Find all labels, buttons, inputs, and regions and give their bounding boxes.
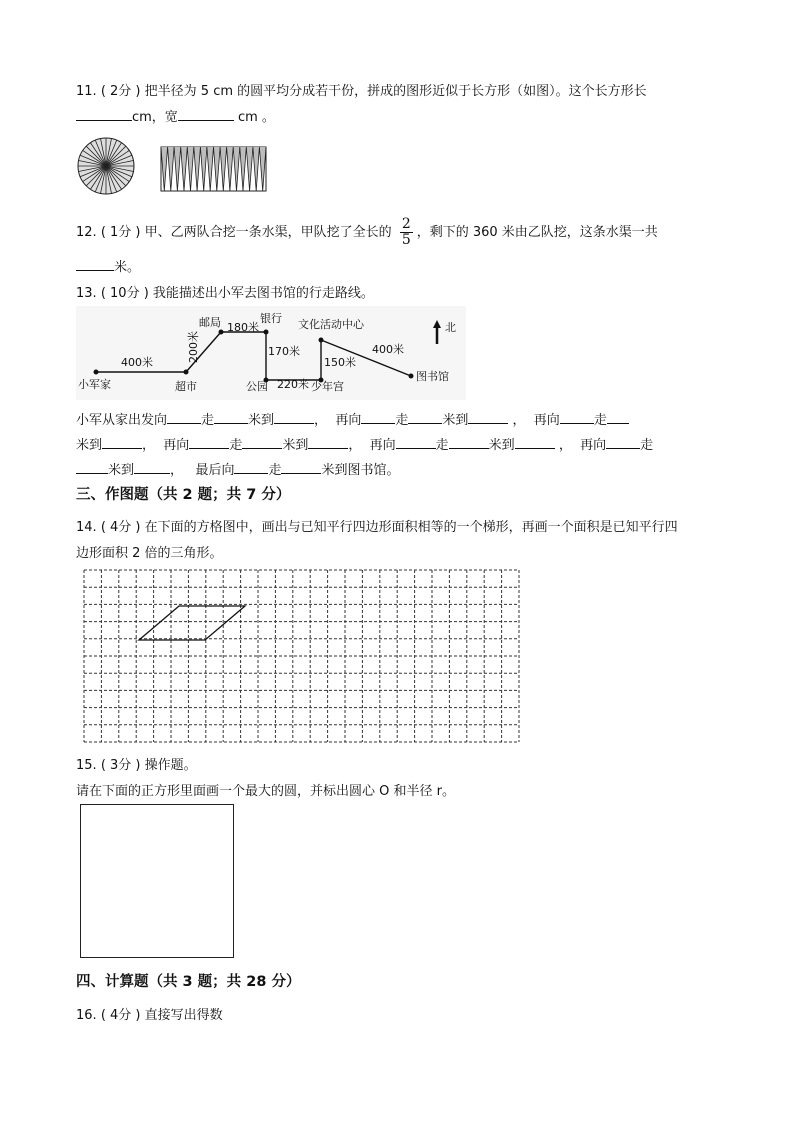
- text-end: 米到图书馆。: [321, 463, 400, 478]
- culture-dot: [319, 338, 324, 343]
- post-dot: [219, 330, 224, 335]
- q14-text: 在下面的方格图中，画出与已知平行四边形面积相等的一个梯形，再画一个面积是已知平行四: [144, 520, 678, 535]
- text-meter-to: 米到: [442, 413, 469, 428]
- text-comma: ，: [142, 438, 156, 453]
- dist-bank-park: 170米: [268, 345, 300, 358]
- bank-dot: [264, 330, 269, 335]
- q13-fill-line3: [76, 459, 399, 478]
- text-meter-to: 米到: [108, 463, 135, 478]
- section-3-title: 三、作图题（共 2 题；共 7 分）: [76, 487, 291, 503]
- q12-answer-blank[interactable]: [76, 258, 114, 271]
- text-then: 再向: [533, 413, 560, 428]
- text-walk: 走: [640, 438, 654, 453]
- q11-unit-length: cm，宽: [132, 110, 178, 125]
- text-then: 再向: [163, 438, 190, 453]
- q14-line2: 边形面积 2 倍的三角形。: [76, 546, 223, 561]
- label-home: 小军家: [78, 378, 111, 391]
- label-library: 图书馆: [416, 370, 449, 383]
- q11-figures: [76, 136, 276, 198]
- q13-score: ( 10分 ): [100, 286, 149, 301]
- q12-line1: [76, 217, 658, 248]
- label-north: 北: [445, 321, 456, 334]
- q13-number: 13.: [76, 286, 97, 301]
- q11-line1: [76, 80, 647, 99]
- blank-distance-1[interactable]: [214, 411, 248, 424]
- route-map: [76, 306, 466, 400]
- text-comma: ，: [512, 413, 526, 428]
- q15-text: 操作题。: [144, 758, 197, 773]
- blank-distance-7[interactable]: [281, 461, 321, 474]
- q13-text: 我能描述出小军去图书馆的行走路线。: [152, 286, 374, 301]
- fraction-denominator: 5: [401, 232, 411, 248]
- blank-direction-3[interactable]: [560, 411, 594, 424]
- fraction-numerator: 2: [401, 216, 411, 232]
- text-comma: ，: [170, 463, 184, 478]
- given-parallelogram: [139, 606, 245, 640]
- q16-text: 直接写出得数: [144, 1008, 223, 1023]
- blank-place-6[interactable]: [134, 461, 170, 474]
- q13-line1: [76, 282, 374, 301]
- q12-text-b: ，剩下的 360 米由乙队挖，这条水渠一共: [416, 225, 658, 240]
- q16-score: ( 4分 ): [100, 1008, 141, 1023]
- text-walk: 走: [593, 413, 607, 428]
- label-bank: 银行: [260, 312, 282, 325]
- dist-youth-culture: 150米: [324, 356, 356, 369]
- text-walk: 走: [201, 413, 215, 428]
- market-dot: [184, 370, 189, 375]
- q11-line2: [76, 106, 275, 125]
- text-walk: 走: [395, 413, 409, 428]
- q15-line1: [76, 754, 197, 773]
- text-meter-to: 米到: [248, 413, 275, 428]
- blank-distance-3-start[interactable]: [607, 411, 629, 424]
- dist-culture-library: 400米: [372, 343, 404, 356]
- text-then: 再向: [335, 413, 362, 428]
- q13-fill-line2: [76, 434, 653, 453]
- label-park: 公园: [246, 380, 268, 393]
- blank-direction-7[interactable]: [234, 461, 268, 474]
- blank-distance-5[interactable]: [449, 436, 489, 449]
- q12-number: 12.: [76, 225, 97, 240]
- blank-place-3[interactable]: [102, 436, 142, 449]
- blank-place-5[interactable]: [515, 436, 555, 449]
- blank-place-4[interactable]: [308, 436, 348, 449]
- text-last: 最后向: [195, 463, 235, 478]
- blank-direction-5[interactable]: [396, 436, 436, 449]
- q16-line1: [76, 1004, 223, 1023]
- blank-distance-2[interactable]: [408, 411, 442, 424]
- dist-park-youth: 220米: [277, 378, 309, 391]
- label-culture: 文化活动中心: [298, 318, 364, 331]
- q12-unit: 米。: [114, 260, 141, 275]
- q14-number: 14.: [76, 520, 97, 535]
- dist-post-bank: 180米: [227, 321, 259, 334]
- text-walk: 走: [268, 463, 282, 478]
- q11-text: 把半径为 5 cm 的圆平均分成若干份，拼成的图形近似于长方形（如图）。这个长方形长: [144, 84, 647, 99]
- q16-number: 16.: [76, 1008, 97, 1023]
- text-walk: 走: [435, 438, 449, 453]
- text-meter-to: 米到: [282, 438, 309, 453]
- section-4-title: 四、计算题（共 3 题；共 28 分）: [76, 974, 301, 990]
- blank-direction-1[interactable]: [167, 411, 201, 424]
- q12-score: ( 1分 ): [100, 225, 141, 240]
- text-comma: ，: [314, 413, 328, 428]
- label-post: 邮局: [199, 316, 221, 329]
- sectored-circle-figure: [78, 138, 134, 194]
- home-dot: [94, 370, 99, 375]
- text-then: 再向: [580, 438, 607, 453]
- label-youth: 少年宫: [311, 380, 344, 393]
- q12-line2: [76, 256, 140, 275]
- text-start: 小军从家出发向: [76, 413, 168, 428]
- library-dot: [409, 374, 414, 379]
- fraction-two-fifths: [400, 217, 413, 248]
- q11-length-blank[interactable]: [76, 108, 132, 121]
- dist-home-market: 400米: [121, 356, 153, 369]
- approx-rectangle-figure: [161, 147, 266, 191]
- q15-line2: 请在下面的正方形里面画一个最大的圆，并标出圆心 O 和半径 r。: [76, 784, 455, 799]
- q12-text-a: 甲、乙两队合挖一条水渠，甲队挖了全长的: [144, 225, 392, 240]
- q14-score: ( 4分 ): [100, 520, 141, 535]
- q15-score: ( 3分 ): [100, 758, 141, 773]
- label-market: 超市: [175, 380, 197, 393]
- text-meter-to: 米到: [488, 438, 515, 453]
- q13-fill-line1: [76, 409, 629, 428]
- dist-market-post: 200米: [187, 331, 200, 363]
- blank-direction-6[interactable]: [606, 436, 640, 449]
- q11-score: ( 2分 ): [100, 84, 141, 99]
- q11-number: 11.: [76, 84, 97, 99]
- blank-place-2[interactable]: [468, 411, 508, 424]
- q11-width-blank[interactable]: [178, 108, 234, 121]
- q14-line1: [76, 516, 678, 535]
- blank-distance-4[interactable]: [242, 436, 282, 449]
- q11-unit-width: cm 。: [237, 110, 275, 125]
- text-walk: 走: [229, 438, 243, 453]
- blank-distance-6[interactable]: [76, 461, 108, 474]
- blank-direction-4[interactable]: [189, 436, 229, 449]
- text-meter-to: 米到: [76, 438, 103, 453]
- text-then: 再向: [369, 438, 396, 453]
- text-comma: ，: [558, 438, 572, 453]
- blank-place-1[interactable]: [274, 411, 314, 424]
- text-comma: ，: [348, 438, 362, 453]
- q15-number: 15.: [76, 758, 97, 773]
- drawing-square[interactable]: [80, 804, 234, 958]
- blank-direction-2[interactable]: [361, 411, 395, 424]
- dashed-grid[interactable]: [82, 568, 528, 744]
